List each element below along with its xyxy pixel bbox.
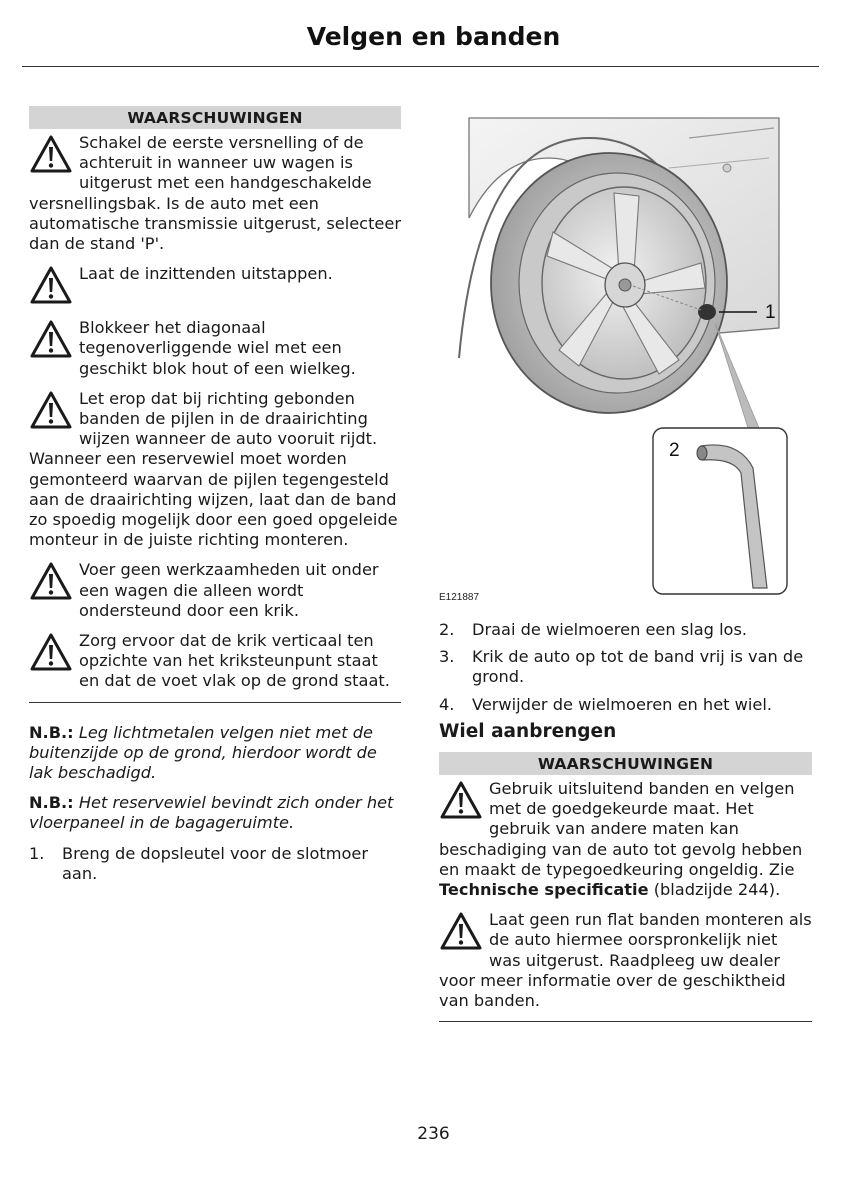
step-number: 1. (29, 843, 45, 863)
right-column (439, 620, 812, 1022)
warning-item (29, 560, 401, 621)
step-number: 4. (439, 694, 455, 714)
warning-item (29, 264, 401, 306)
warning-triangle-icon (439, 911, 483, 951)
wheel-illustration (439, 98, 812, 598)
left-column (29, 106, 401, 891)
step-item (439, 620, 812, 640)
warning-text: Voer geen werkzaamheden uit onder een wagen die alleen wordt ondersteund door een krik. (79, 560, 379, 620)
warning-text-part: (bladzijde 244). (653, 880, 781, 900)
step-text: Krik de auto op tot de band vrij is van de grond. (472, 647, 804, 687)
step-list (439, 620, 812, 715)
warning-text: Blokkeer het diagonaal tegenoverliggende wiel met een geschikt blok hout of een wielkeg. (79, 318, 356, 378)
warning-item (439, 779, 812, 900)
warning-triangle-icon (29, 134, 73, 174)
page-title: Velgen en banden (306, 22, 561, 51)
warning-triangle-icon (29, 265, 73, 305)
warning-item (29, 389, 401, 551)
note (29, 793, 401, 833)
wheel-figure (439, 98, 812, 598)
callout-1: 1 (765, 302, 776, 323)
warnings-end-rule (439, 1021, 812, 1022)
warning-text-part: Gebruik uitsluitend banden en velgen met de goedgekeurde maat. Het gebruik van andere maten kan beschadiging van de auto tot gevolg hebben en maakt de typegoedkeuring ongeldig. Zie (439, 779, 803, 879)
warning-text: Schakel de eerste versnelling of de achteruit in wanneer uw wagen is uitgerust met een handgeschakelde versnellingsbak. Is de auto met een automatische transmissie uitgerust, selecteer dan de stand 'P'. (29, 133, 402, 254)
step-text: Verwijder de wielmoeren en het wiel. (472, 694, 772, 714)
warning-triangle-icon (29, 319, 73, 359)
locking-nut (698, 304, 716, 320)
note-text: Het reservewiel bevindt zich onder het vloerpaneel in de bagageruimte. (29, 793, 394, 833)
warning-text: Zorg ervoor dat de krik verticaal ten opzichte van het kriksteunpunt staat en dat de voet vlak op de grond staat. (79, 631, 390, 691)
step-item (29, 844, 401, 884)
warning-text: Laat de inzittenden uitstappen. (79, 264, 333, 284)
warning-text: Let erop dat bij richting gebonden banden de pijlen in de draairichting wijzen wanneer de auto vooruit rijdt. Wanneer een reservewiel moet worden gemonteerd waarvan de pijlen tegengesteld aan de draairichting wijzen, laat dan de band zo spoedig mogelijk door een goed opgeleide monteur in de juiste richting monteren. (29, 388, 398, 550)
step-number: 2. (439, 620, 455, 639)
warning-triangle-icon (29, 390, 73, 430)
callout-2: 2 (669, 440, 680, 461)
note (29, 723, 401, 784)
step-number: 3. (439, 647, 455, 667)
warning-triangle-icon (29, 561, 73, 601)
warnings-header: WAARSCHUWINGEN (439, 752, 812, 775)
note-label: N.B.: (29, 722, 74, 742)
warning-item (29, 318, 401, 379)
warning-text: Laat geen run flat banden monteren als de auto hiermee oorspronkelijk niet was uitgerust. Raadpleeg uw dealer voor meer informatie over de geschiktheid van banden. (439, 910, 812, 1011)
warning-item (439, 910, 812, 1011)
warning-triangle-icon (29, 632, 73, 672)
title-divider (22, 66, 819, 67)
warnings-end-rule (29, 702, 401, 703)
page-number: 236 (417, 1124, 450, 1144)
warning-item (29, 133, 401, 254)
warning-item (29, 631, 401, 692)
figure-code: E121887 (439, 592, 480, 603)
step-text: Draai de wielmoeren een slag los. (472, 620, 748, 639)
note-label: N.B.: (29, 793, 74, 813)
step-list (29, 844, 401, 884)
cross-reference-link[interactable]: Technische specificatie (439, 880, 649, 900)
warnings-header: WAARSCHUWINGEN (29, 106, 401, 129)
note-text: Leg lichtmetalen velgen niet met de buitenzijde op de grond, hierdoor wordt de lak beschadigd. (29, 722, 377, 783)
step-item (439, 695, 812, 715)
warning-text (439, 779, 812, 900)
section-heading: Wiel aanbrengen (439, 720, 617, 742)
step-text: Breng de dopsleutel voor de slotmoer aan. (62, 843, 369, 883)
step-item (439, 647, 812, 687)
warning-triangle-icon (439, 780, 483, 820)
